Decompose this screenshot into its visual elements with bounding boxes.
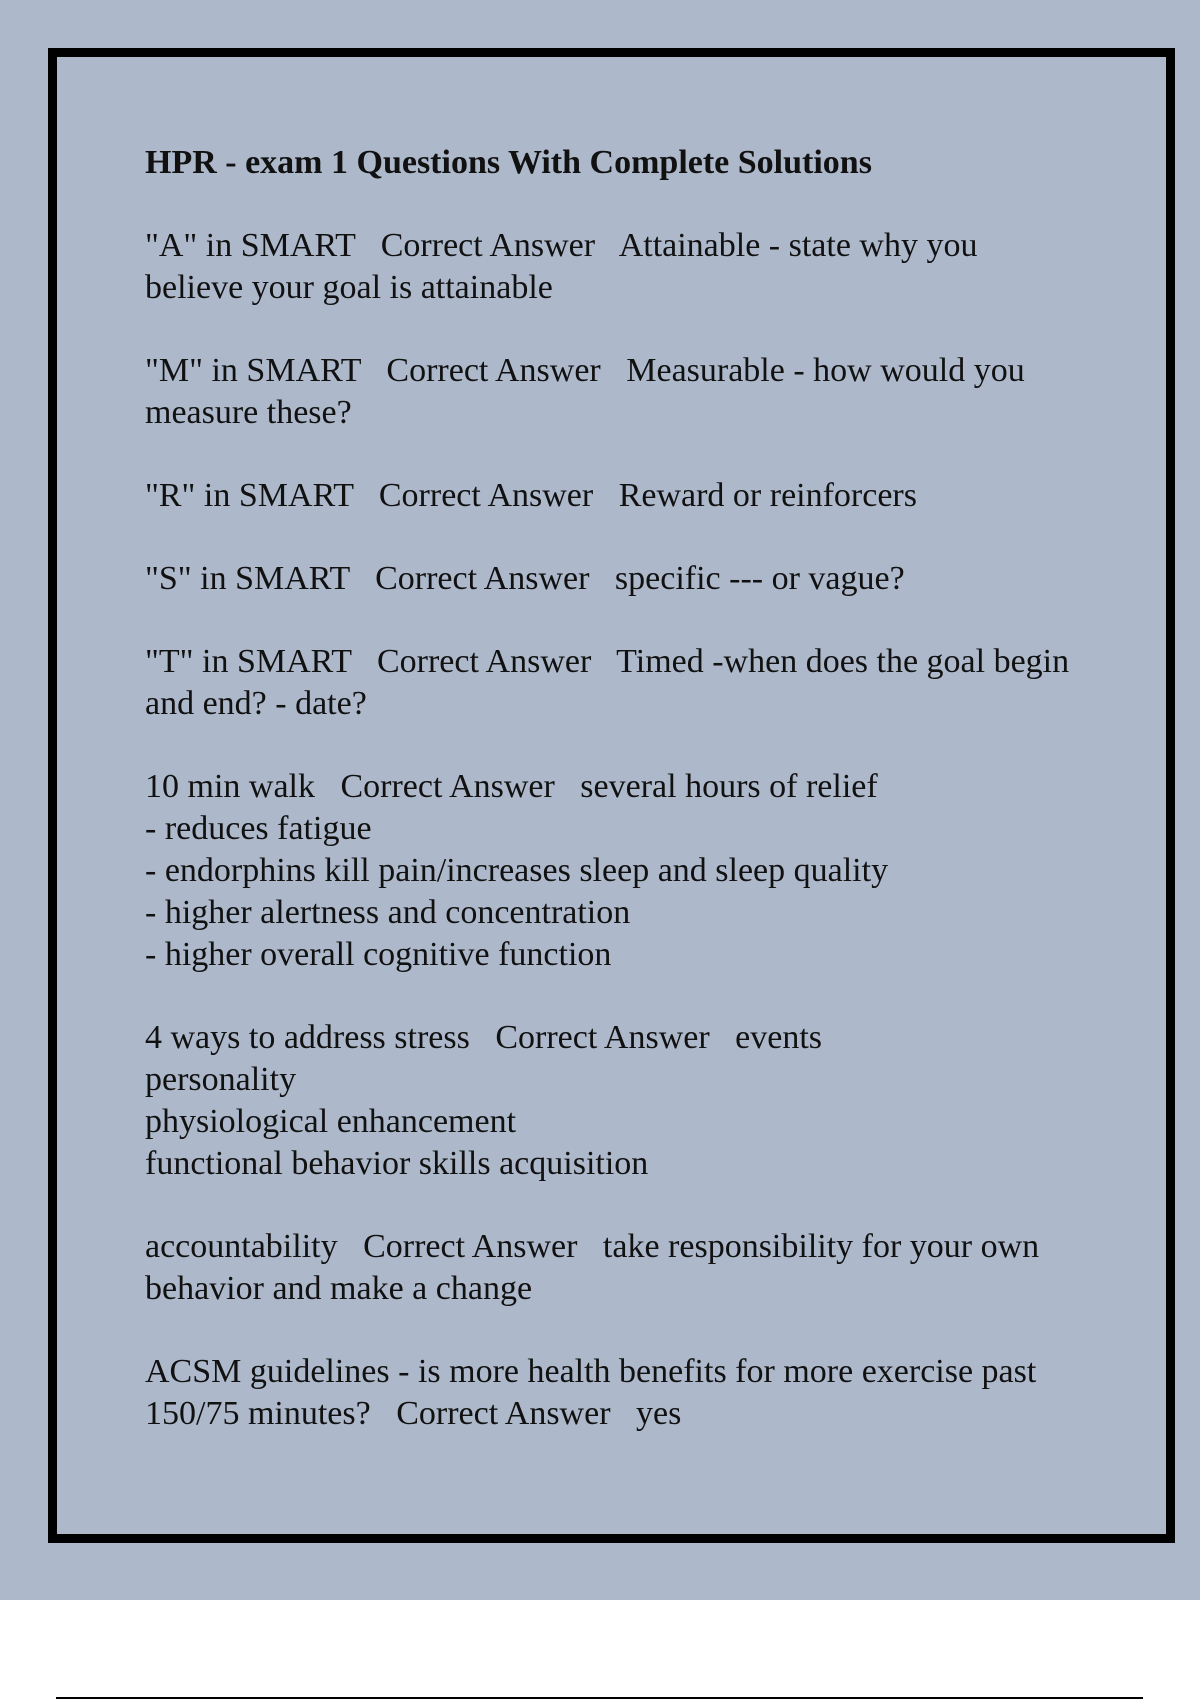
qa-item: 4 ways to address stress Correct Answer events personality physiological enhancement functional behavior skills acquisition — [145, 1019, 823, 1182]
qa-item: ACSM guidelines - is more health benefits for more exercise past 150/75 minutes? Correct Answer yes — [145, 1353, 1045, 1432]
qa-item: "A" in SMART Correct Answer Attainable - state why you believe your goal is attainable — [145, 227, 986, 306]
qa-item: "T" in SMART Correct Answer Timed -when does the goal begin and end? - date? — [145, 643, 1078, 722]
qa-item: "M" in SMART Correct Answer Measurable - how would you measure these? — [145, 352, 1034, 431]
qa-item: "R" in SMART Correct Answer Reward or reinforcers — [145, 477, 917, 514]
footer-divider — [56, 1697, 1143, 1699]
qa-item: accountability Correct Answer take responsibility for your own behavior and make a change — [145, 1228, 1048, 1307]
document-content — [145, 142, 1078, 1476]
qa-item: "S" in SMART Correct Answer specific --- or vague? — [145, 560, 905, 597]
document-title: HPR - exam 1 Questions With Complete Solutions — [145, 144, 872, 181]
qa-item: 10 min walk Correct Answer several hours of relief - reduces fatigue - endorphins kill pain/increases sleep and sleep quality - higher alertness and concentration - higher overall cognitive function — [145, 768, 889, 973]
